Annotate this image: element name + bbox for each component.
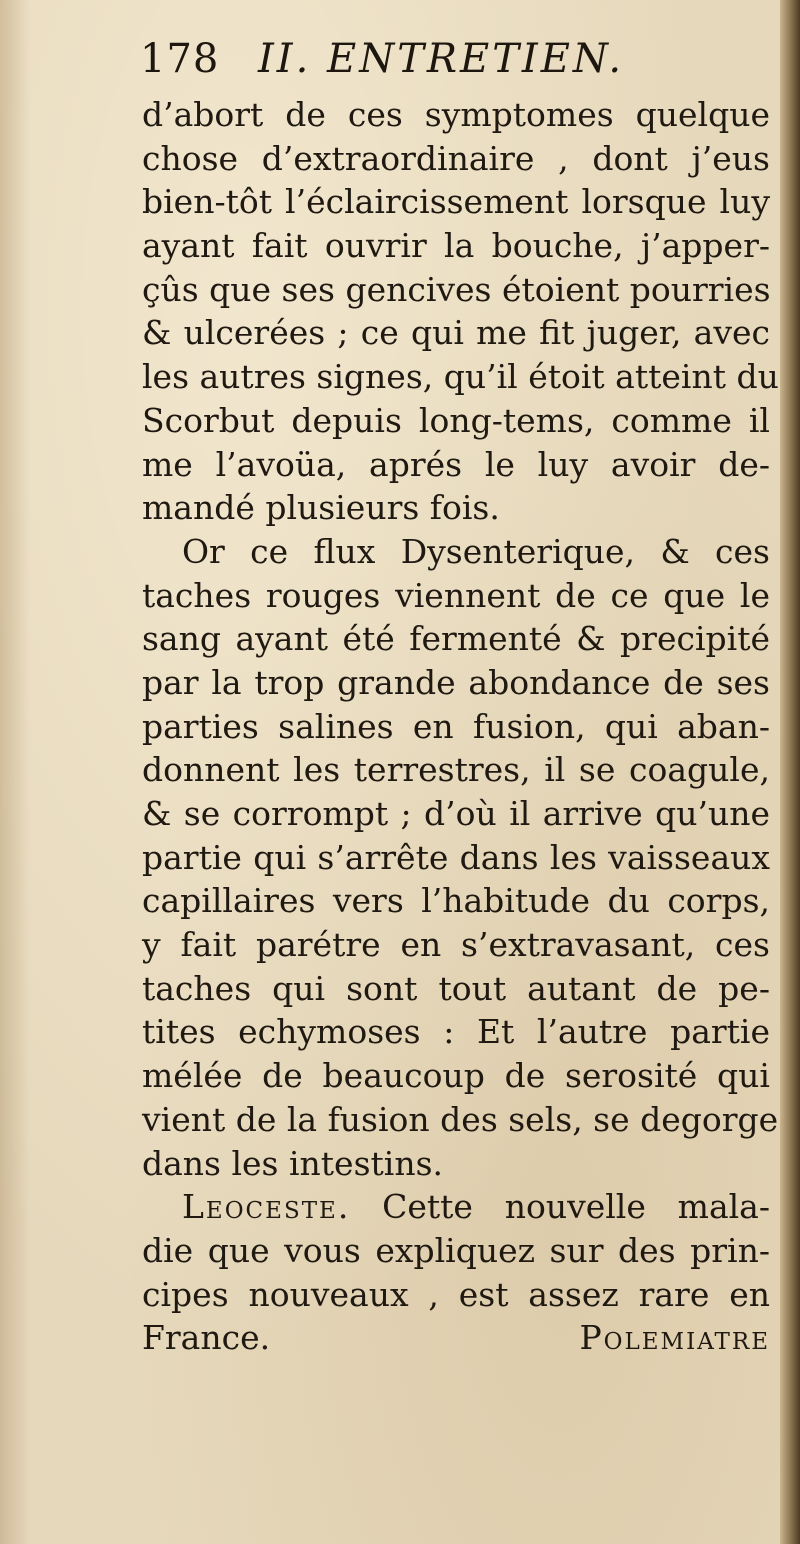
- page-edge-shadow: [0, 0, 30, 1544]
- text-line: me l’avoüa, aprés le luy avoir de-: [142, 444, 770, 484]
- text-line: partie qui s’arrête dans les vaisseaux: [142, 837, 770, 877]
- text-line: Or ce flux Dysenterique, & ces: [182, 531, 770, 571]
- text-line: parties salines en fusion, qui aban-: [142, 706, 770, 746]
- text-span: France.: [142, 1318, 271, 1358]
- paragraph: [142, 93, 779, 530]
- catchword: Polemiatre: [579, 1318, 770, 1358]
- text-line: [142, 1185, 770, 1229]
- text-line: die que vous expliquez sur des prin-: [142, 1230, 770, 1270]
- text-line: vient de la fusion des sels, se degorge: [142, 1099, 779, 1139]
- text-line: & ulcerées ; ce qui me fit juger, avec: [142, 313, 770, 353]
- page-gutter: [780, 0, 800, 1544]
- paragraph: [142, 530, 779, 1185]
- body-text: [142, 93, 779, 1360]
- text-line: sang ayant été fermenté & precipité: [142, 619, 770, 659]
- text-line: çûs que ses gencives étoient pourries: [142, 269, 771, 309]
- text-line: dans les intestins.: [142, 1143, 444, 1183]
- running-head: II. ENTRETIEN.: [258, 36, 625, 82]
- text-line: bien-tôt l’éclaircissement lorsque luy: [142, 182, 770, 222]
- text-line: y fait parétre en s’extravasant, ces: [142, 925, 770, 965]
- text-line: taches rouges viennent de ce que le: [142, 575, 770, 615]
- text-line: Scorbut depuis long-tems, comme il: [142, 400, 770, 440]
- text-line: chose d’extraordinaire , dont j’eus: [142, 138, 770, 178]
- text-line: ayant fait ouvrir la bouche, j’apper-: [142, 226, 770, 266]
- page-number: 178: [140, 36, 220, 82]
- text-span: Cette nouvelle mala-: [382, 1187, 771, 1227]
- text-line: cipes nouveaux , est assez rare en: [142, 1274, 770, 1314]
- text-line: mandé plusieurs fois.: [142, 488, 500, 528]
- text-line: tites echymoses : Et l’autre partie: [142, 1012, 770, 1052]
- text-line: les autres signes, qu’il étoit atteint du: [142, 357, 779, 397]
- text-line: mélée de beaucoup de serosité qui: [142, 1056, 770, 1096]
- text-line: taches qui sont tout autant de pe-: [142, 968, 770, 1008]
- speaker-name: Leoceste.: [182, 1187, 351, 1227]
- text-line: & se corrompt ; d’où il arrive qu’une: [142, 794, 770, 833]
- paragraph: [142, 1185, 770, 1360]
- text-line: [142, 1316, 770, 1360]
- text-line: par la trop grande abondance de ses: [142, 662, 770, 702]
- text-line: donnent les terrestres, il se coagule,: [142, 750, 770, 790]
- text-line: d’abort de ces symptomes quelque: [142, 95, 770, 134]
- page-header: [140, 34, 760, 94]
- text-line: capillaires vers l’habitude du corps,: [142, 881, 770, 921]
